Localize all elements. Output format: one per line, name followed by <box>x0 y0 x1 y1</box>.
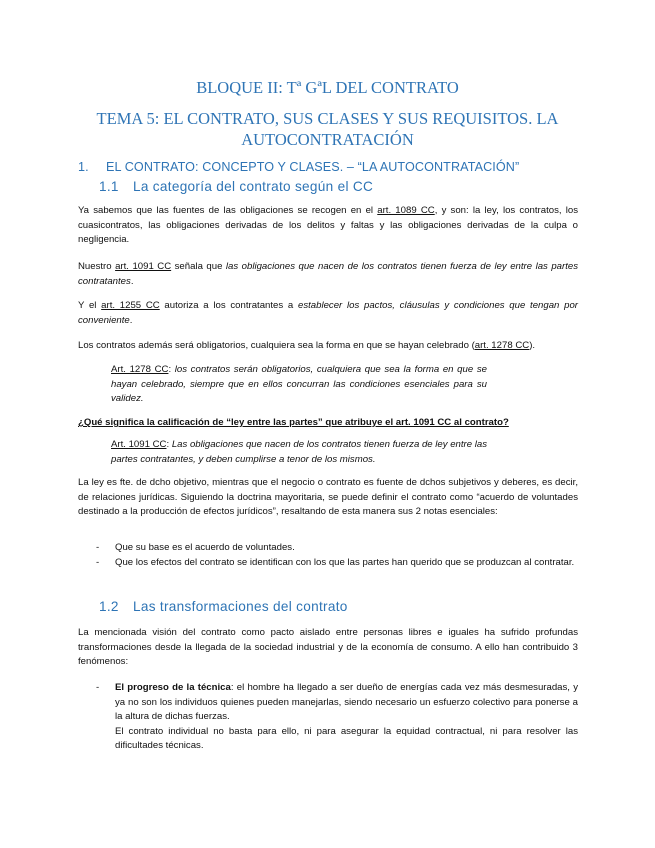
document-title: BLOQUE II: Tª GªL DEL CONTRATO <box>196 78 459 97</box>
text: , y son: la ley, los contratos, los cuasicontratos, las obligaciones derivadas de los delitos y faltas y las obligaciones derivadas de la culpa o negligencia. <box>78 205 578 246</box>
section-label: EL CONTRATO: CONCEPTO Y CLASES. – “LA AUTOCONTRATACIÓN” <box>106 160 520 174</box>
text: . <box>129 314 133 326</box>
text: Los contratos además será obligatorios, cualquiera sea la forma en que se hayan celebrado ( <box>78 340 475 351</box>
section-number: 1. <box>78 160 89 174</box>
section-label: Las transformaciones del contrato <box>133 599 348 614</box>
article-reference: art. 1089 CC <box>377 205 435 216</box>
article-reference: art. 1278 CC <box>474 340 530 351</box>
quote-art-1278 <box>111 363 487 407</box>
article-reference: art. 1091 CC <box>115 261 172 272</box>
italic-text: las obligaciones que nacen de los contratos tienen fuerza de ley entre las partes contratantes <box>78 261 578 287</box>
list-item-text: Que los efectos del contrato se identifican con los que las partes han querido que se produzcan al contratar. <box>115 557 575 568</box>
list-dash: - <box>96 542 100 553</box>
document-subtitle: TEMA 5: EL CONTRATO, SUS CLASES Y SUS REQUISITOS. LA AUTOCONTRATACIÓN <box>96 109 559 149</box>
text: : el hombre ha llegado a ser dueño de energías cada vez más desmesuradas, y ya no son los individuos quienes pueden manejarlas, siendo necesario un esfuerzo colectivo para ponerse a la altura de dichas fuerzas. <box>115 682 578 723</box>
list-dash: - <box>96 557 100 568</box>
article-reference: art. 1255 CC <box>101 300 160 311</box>
paragraph-4 <box>78 339 598 354</box>
section-number: 1.1 <box>99 179 119 194</box>
text: : <box>166 439 172 450</box>
paragraph-5: La ley es fte. de dcho objetivo, mientras que el negocio o contrato es fuente de dchos subjetivos y deberes, es decir, de relaciones jurídicas. Siguiendo la doctrina mayoritaria, se puede definir el contrato como “acuerdo de voluntades destinado a la producción de efectos jurídicos”, resaltando de esta manera sus 2 notas esenciales: <box>78 477 578 518</box>
text: señala que <box>171 261 226 272</box>
quote-art-1091 <box>111 438 487 467</box>
question-heading <box>78 416 578 431</box>
text: autoriza a los contratantes a <box>159 300 298 311</box>
paragraph-3 <box>78 299 578 328</box>
italic-text: establecer los pactos, cláusulas y condiciones que tengan por conveniente <box>78 300 578 326</box>
italic-text: Las obligaciones que nacen de los contratos tienen fuerza de ley entre las partes contratantes, y deben cumplirse a tenor de los mismos. <box>111 439 488 465</box>
section-heading-1 <box>78 159 578 175</box>
bold-term: El progreso de la técnica <box>115 682 231 693</box>
text: Y el <box>78 300 102 311</box>
italic-text: los contratos serán obligatorios, cualquiera que sea la forma en que se hayan celebrado, siempre que en ellos concurran las condiciones esenciales para su validez. <box>111 364 487 405</box>
article-reference: Art. 1278 CC <box>111 364 169 375</box>
list-item-text: Que su base es el acuerdo de voluntades. <box>115 542 295 553</box>
text: ). <box>529 340 536 351</box>
paragraph-6: La mencionada visión del contrato como pacto aislado entre personas libres e iguales ha sufrido profundas transformaciones desde la llegada de la sociedad industrial y de la economía de consumo. A ello han contribuido 3 fenómenos: <box>78 627 578 668</box>
text: : <box>168 364 175 375</box>
list-dash: - <box>96 682 100 693</box>
list-item-text <box>115 681 578 754</box>
section-label: La categoría del contrato según el CC <box>133 179 374 194</box>
section-heading-1-2 <box>99 598 348 615</box>
section-number: 1.2 <box>99 599 119 614</box>
text: El contrato individual no basta para ello, ni para asegurar la equidad contractual, ni para resolver las dificultades técnicas. <box>115 725 578 752</box>
article-reference: Art. 1091 CC <box>111 439 167 450</box>
section-heading-1-1 <box>99 178 373 195</box>
paragraph-2 <box>78 260 578 289</box>
paragraph-1 <box>78 204 578 248</box>
text: Ya sabemos que las fuentes de las obligaciones se recogen en el <box>78 205 378 216</box>
text: . <box>130 275 134 287</box>
question-text: ¿Qué significa la calificación de “ley entre las partes” que atribuye el art. 1091 CC al contrato? <box>78 417 509 428</box>
text: Nuestro <box>78 261 116 272</box>
